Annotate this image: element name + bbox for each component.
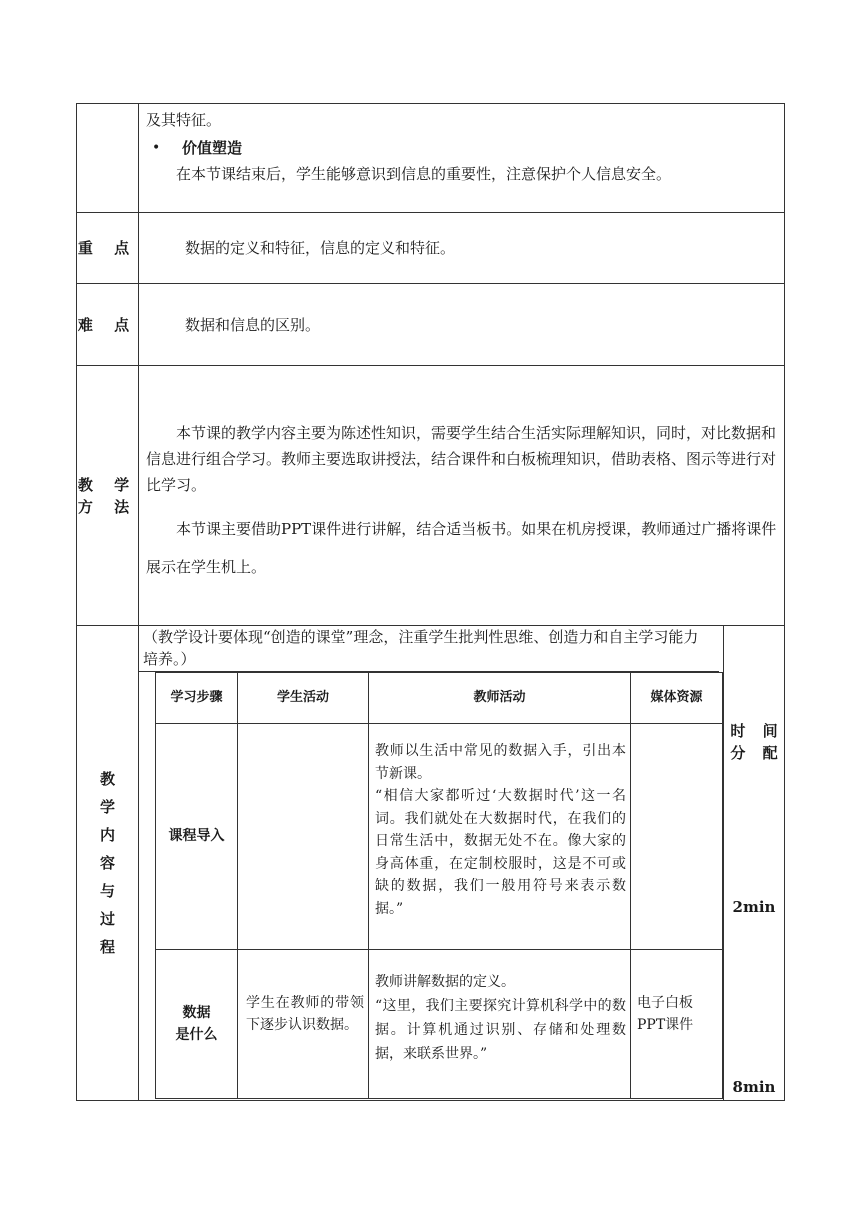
process-label-char-3: 内 xyxy=(99,826,115,844)
objectives-content xyxy=(139,104,785,213)
header-step: 学习步骤 xyxy=(156,673,238,724)
time-what-is-data: 8min xyxy=(732,1078,776,1096)
media-intro xyxy=(631,724,723,950)
key-points-label: 重 点 xyxy=(77,213,139,284)
activity-row xyxy=(156,950,723,1099)
process-content xyxy=(139,626,785,1101)
activity-table xyxy=(155,672,723,1099)
media-data xyxy=(631,950,723,1099)
method-label xyxy=(77,366,139,626)
step-what-is-data xyxy=(156,950,238,1099)
method-para2: 本节课主要借助PPT课件进行讲解，结合适当板书。如果在机房授课，教师通过广播将课件展示在学生机上。 xyxy=(146,519,777,576)
teacher-activity-intro xyxy=(369,724,631,950)
time-label-line2: 分 配 xyxy=(730,744,784,762)
process-label-char-1: 教 xyxy=(99,770,115,788)
difficulty-label: 难 点 xyxy=(77,284,139,366)
bullet-item xyxy=(152,136,778,160)
time-label-line1: 时 间 xyxy=(730,722,784,740)
lesson-plan-table xyxy=(76,103,785,1101)
bullet-dot-icon: • xyxy=(152,140,161,156)
activity-row xyxy=(156,724,723,950)
media-data-line1: 电子白板 xyxy=(637,994,693,1011)
header-student: 学生活动 xyxy=(238,673,369,724)
process-label-char-4: 容 xyxy=(99,854,115,872)
process-note: （教学设计要体现“创造的课堂”理念，注重学生批判性思维、创造力和自主学习能力培养。） xyxy=(139,626,719,672)
continued-text: 及其特征。 xyxy=(146,111,222,129)
time-allocation-label xyxy=(724,720,784,764)
method-label-line1: 教 学 xyxy=(77,475,138,494)
method-row xyxy=(77,366,785,626)
bullet-title: 价值塑造 xyxy=(182,139,243,157)
objectives-label-cell xyxy=(77,104,139,213)
key-points-row xyxy=(77,213,785,284)
time-intro: 2min xyxy=(732,898,776,916)
difficulty-text: 数据和信息的区别。 xyxy=(139,284,785,366)
media-data-line2: PPT课件 xyxy=(637,1017,694,1033)
process-label-char-5: 与 xyxy=(99,882,115,900)
teacher-data-line2: “这里，我们主要探究计算机科学中的数据。计算机通过识别、存储和处理数据，来联系世界。” xyxy=(375,998,626,1062)
method-label-line2: 方 法 xyxy=(77,497,138,516)
activity-header-row xyxy=(156,673,723,724)
bullet-text: 在本节课结束后，学生能够意识到信息的重要性，注意保护个人信息安全。 xyxy=(176,165,672,183)
difficulty-row xyxy=(77,284,785,366)
process-label xyxy=(77,626,139,1101)
process-row xyxy=(77,626,785,1101)
time-column xyxy=(724,626,784,1100)
method-content xyxy=(139,366,785,626)
step-what-is-data-line1: 数据 xyxy=(182,1004,211,1021)
process-main xyxy=(139,626,724,1100)
method-para1: 本节课的教学内容主要为陈述性知识，需要学生结合生活实际理解知识，同时，对比数据和信息进行组合学习。教师主要选取讲授法，结合课件和白板梳理知识，借助表格、图示等进行对比学习。 xyxy=(146,423,777,494)
teacher-activity-data xyxy=(369,950,631,1099)
teacher-data-line1: 教师讲解数据的定义。 xyxy=(375,974,515,990)
student-activity-data: 学生在教师的带领下逐步认识数据。 xyxy=(238,950,369,1099)
teacher-intro-line2: “相信大家都听过‘大数据时代’这一名词。我们就处在大数据时代，在我们的日常生活中，数据无处不在。像大家的身高体重，在定制校服时，这是不可或缺的数据，我们一般用符号来表示数据。” xyxy=(375,788,626,917)
header-media: 媒体资源 xyxy=(631,673,723,724)
step-what-is-data-line2: 是什么 xyxy=(175,1027,218,1043)
process-label-char-6: 过 xyxy=(99,910,115,928)
key-points-text: 数据的定义和特征，信息的定义和特征。 xyxy=(139,213,785,284)
step-intro: 课程导入 xyxy=(156,724,238,950)
teacher-intro-line1: 教师以生活中常见的数据入手，引出本节新课。 xyxy=(375,743,626,782)
process-label-char-2: 学 xyxy=(99,798,115,816)
objectives-row xyxy=(77,104,785,213)
student-activity-intro xyxy=(238,724,369,950)
header-teacher: 教师活动 xyxy=(369,673,631,724)
process-label-char-7: 程 xyxy=(99,938,115,956)
